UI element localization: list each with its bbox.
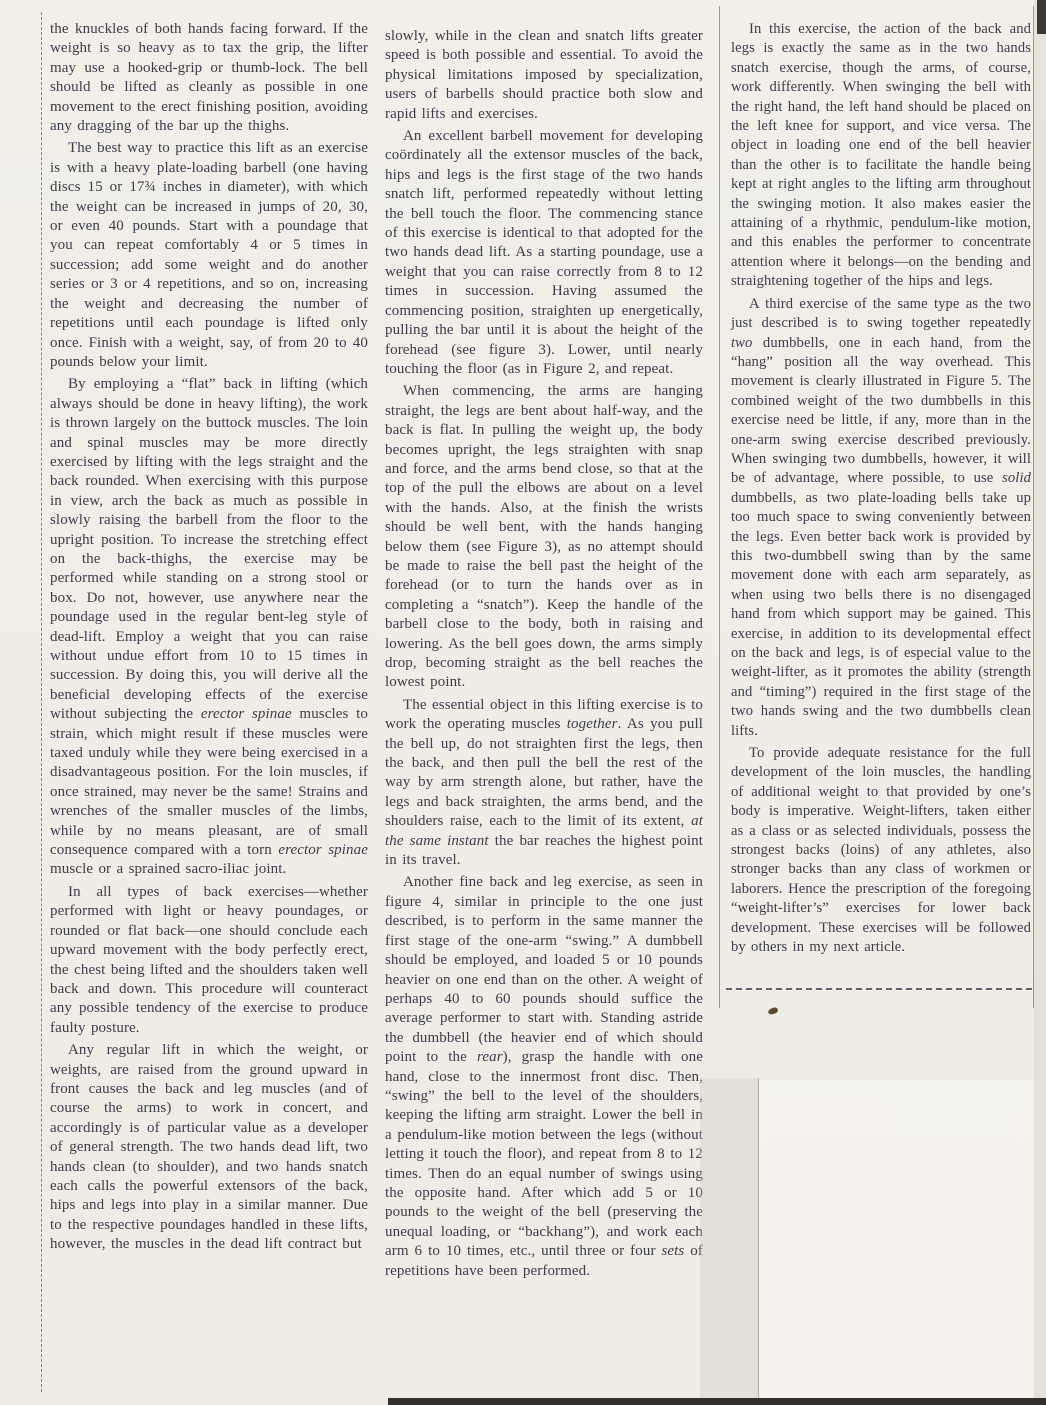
paragraph [50, 375, 368, 880]
text-segment: . As you pull the bell up, do not straighten first the legs, then the back, and then pull the bell the rest of the way by arm strength alone, but rather, have the legs and back straighten, the arms bend, and the shoulders raise, each to the limit of its extent, [385, 716, 703, 830]
italic-text-segment: erector spinae [278, 842, 368, 859]
clipping-rule-left [719, 6, 720, 1008]
paragraph [50, 1041, 368, 1254]
scan-corner-artifact [1037, 0, 1046, 34]
text-segment: To provide adequate resistance for the full development of the loin muscles, the handling of additional weight to that provided by one’s body is imperative. Weight-lifters, taken either as a class or as selected individuals, possess the strongest backs (loins) of any athletes, also stronger backs than any class of workmen or laborers. Hence the prescription of the foregoing “weight-lifter’s” exercises for lower back development. These exercises will be followed by others in my next article. [731, 745, 1031, 956]
paper-edge-line [758, 1078, 759, 1398]
text-segment: muscle or a sprained sacro-iliac joint. [50, 861, 287, 878]
text-segment: the bar reaches the highest point in its travel. [385, 832, 703, 869]
text-segment: By employing a “flat” back in lifting (which always should be done in heavy lifting), the work is thrown largely on the buttock muscles. The loin and spinal muscles may be more directly exercised by lifting with the legs straight and the back rounded. When exercising with this purpose in view, arch the back as much as possible in slowly raising the barbell from the floor to the upright position. To increase the stretching effect on the back-thighs, the exercise may be performed while standing on a strong stool or box. Do not, however, use anywhere near the poundage used in the regular bent-leg style of dead-lift. Employ a weight that you can raise without undue effort from 10 to 15 times in succession. By doing this, you will derive all the beneficial developing effects of the exercise without subjecting the [50, 376, 368, 723]
scan-bottom-artifact [388, 1398, 1046, 1405]
italic-text-segment: at the same instant [385, 813, 703, 849]
text-column-1 [50, 20, 368, 1258]
text-segment: A third exercise of the same type as the two just described is to swing together repeatedly [731, 295, 1031, 332]
text-segment: of repetitions have been performed. [385, 1243, 703, 1279]
text-segment: Any regular lift in which the weight, or weights, are raised from the ground upward in front causes the back and leg muscles (and of course the arms) to work in concert, and accordingly is of particular value as a developer of general strength. The two hands dead lift, two hands clean (to shoulder), and two hands snatch each calls the powerful extensors of the back, hips and legs into play in a similar manner. Due to the respective poundages handled in these lifts, however, the muscles in the dead lift contract but [50, 1042, 368, 1253]
text-segment: When commencing, the arms are hanging straight, the legs are bent about half-way, and the back is flat. In pulling the weight up, the body becomes upright, the legs straighten with snap and force, and the arms bend close, so that at the top of the pull the elbows are about on a level with the hands. Also, at the finish the wrists should be well bent, with the hands hanging below them (see Figure 3), as no attempt should be made to raise the bell past the height of the forehead (or to turn the hands over as in completing a “snatch”). Keep the handle of the barbell close to the body, both in raising and lowering. As the bell goes down, the arms simply drop, becoming straight as the bell reaches the lowest point. [385, 383, 703, 691]
text-segment: The essential object in this lifting exercise is to work the operating muscles [385, 696, 703, 733]
paragraph [50, 883, 368, 1038]
text-segment: In this exercise, the action of the back and legs is exactly the same as in the two hands snatch exercise, though the arms, of course, work differently. When swinging the bell with the right hand, the left hand should be placed on the left knee for support, and vice versa. The object in loading one end of the bell heavier than the other is to facilitate the handle being kept at right angles to the lifting arm throughout the swinging motion. It also makes easier the attaining of a rhythmic, pendulum-like motion, and this enables the performer to concentrate attention where it belongs—on the bending and straightening together of the hips and legs. [731, 21, 1031, 290]
italic-text-segment: two [731, 334, 753, 351]
article-end-dashed-rule [726, 988, 1032, 990]
italic-text-segment: rear [476, 1049, 503, 1066]
paragraph [385, 27, 703, 124]
paragraph [50, 139, 368, 372]
paragraph [50, 20, 368, 136]
italic-text-segment: erector spinae [200, 706, 292, 723]
column-rule-left [41, 12, 42, 1392]
pasted-paper-region [759, 1080, 1034, 1398]
text-column-2 [385, 27, 703, 1284]
paragraph [731, 744, 1031, 957]
text-segment: In all types of back exercises—whether performed with light or heavy poundages, or rounded or flat back—one should conclude each upward movement with the body perfectly erect, the chest being lifted and the shoulders taken well back and down. This procedure will counteract any possible tendency of the exercise to produce faulty posture. [50, 883, 368, 1036]
paragraph [385, 873, 703, 1281]
text-segment: the knuckles of both hands facing forward. If the weight is so heavy as to tax the grip, the lifter may use a hooked-grip or thumb-lock. The bell should be lifted as cleanly as possible in one movement to the erect finishing position, avoiding any dragging of the bar up the thighs. [50, 21, 368, 135]
italic-text-segment: solid [1002, 470, 1031, 487]
paper-edge-shade [700, 1078, 758, 1398]
ink-speck [767, 1007, 778, 1015]
paragraph [731, 295, 1031, 741]
page-edge-shade [1034, 0, 1046, 1405]
text-segment: ), grasp the handle with one hand, close to the innermost front disc. Then, “swing” the bell to the level of the shoulders, keeping the lifting arm straight. Lower the bell in a pendulum-like motion between the legs (without letting it touch the floor), and repeat from 8 to 12 times. Then do an equal number of swings using the opposite hand. After which add 5 or 10 pounds to the weight of the bell (preserving the unequal loading, or “backhang”), and work each arm 6 to 10 times, etc., until three or four [385, 1049, 703, 1260]
text-segment: dumbbells, as two plate-loading bells take up too much space to swing conveniently between the legs. Even better back work is provided by this two-dumbbell swing than by the same movement done with each arm separately, as when using two bells there is no disengaged hand from which support may be gained. This exercise, in addition to its developmental effect on the back and legs, is of especial value to the weight-lifter, as it promotes the ability (strength and “timing”) required in the first stage of the two hands swing and the two dumbbells clean lifts. [731, 489, 1031, 739]
paragraph [731, 20, 1031, 292]
text-segment: dumbbells, one in each hand, from the “hang” position all the way overhead. This movement is clearly illustrated in Figure 5. The combined weight of the two dumbbells in this exercise need be little, if any, more than in the one-arm swing exercise described previously. When swinging two dumbbells, however, it will be of advantage, where possible, to use [731, 334, 1031, 487]
text-column-3 [731, 20, 1031, 961]
text-segment: muscles to strain, which might result if these muscles were taxed unduly while they were being exercised in a disadvantageous position. For the loin muscles, if once strained, may never be the same! Strains and wrenches of the smaller muscles of the limbs, while by no means pleasant, are of small consequence compared with a torn [50, 706, 368, 859]
italic-text-segment: together [566, 716, 618, 733]
paragraph [385, 382, 703, 693]
paragraph [385, 696, 703, 871]
italic-text-segment: sets [661, 1243, 685, 1260]
text-segment: An excellent barbell movement for developing coördinately all the extensor muscles of the back, hips and legs is the first stage of the two hands snatch lift, performed repeatedly without letting the bell touch the floor. The commencing stance of this exercise is identical to that adopted for the two hands dead lift. As a starting poundage, use a weight that you can raise correctly from 8 to 12 times in succession. Having assumed the commencing position, straighten up energetically, pulling the bar until it is about the height of the forehead (see figure 3). Lower, until nearly touching the floor (as in Figure 2, and repeat. [385, 128, 703, 377]
text-segment: slowly, while in the clean and snatch lifts greater speed is both possible and essential. To avoid the physical limitations imposed by specialization, users of barbells should practice both slow and rapid lifts and exercises. [385, 28, 703, 122]
text-segment: The best way to practice this lift as an exercise is with a heavy plate-loading barbell (one having discs 15 or 17¾ inches in diameter), with which the weight can be increased in jumps of 20, 30, or even 40 pounds. Start with a poundage that you can repeat comfortably 4 or 5 times in succession; add some weight and do another series or 3 or 4 repetitions, and so on, increasing the weight and decreasing the number of repetitions until each poundage is lifted only once. Finish with a weight, say, of from 20 to 40 pounds below your limit. [50, 140, 368, 370]
paragraph [385, 127, 703, 379]
text-segment: Another fine back and leg exercise, as seen in figure 4, similar in principle to the one just described, is to perform in the same manner the first stage of the one-arm “swing.” A dumbbell should be employed, and loaded 5 or 10 pounds heavier on one end than on the other. A weight of perhaps 40 to 60 pounds should suffice the average performer to start with. Standing astride the dumbbell (the heavier end of which should point to the [385, 874, 703, 1066]
